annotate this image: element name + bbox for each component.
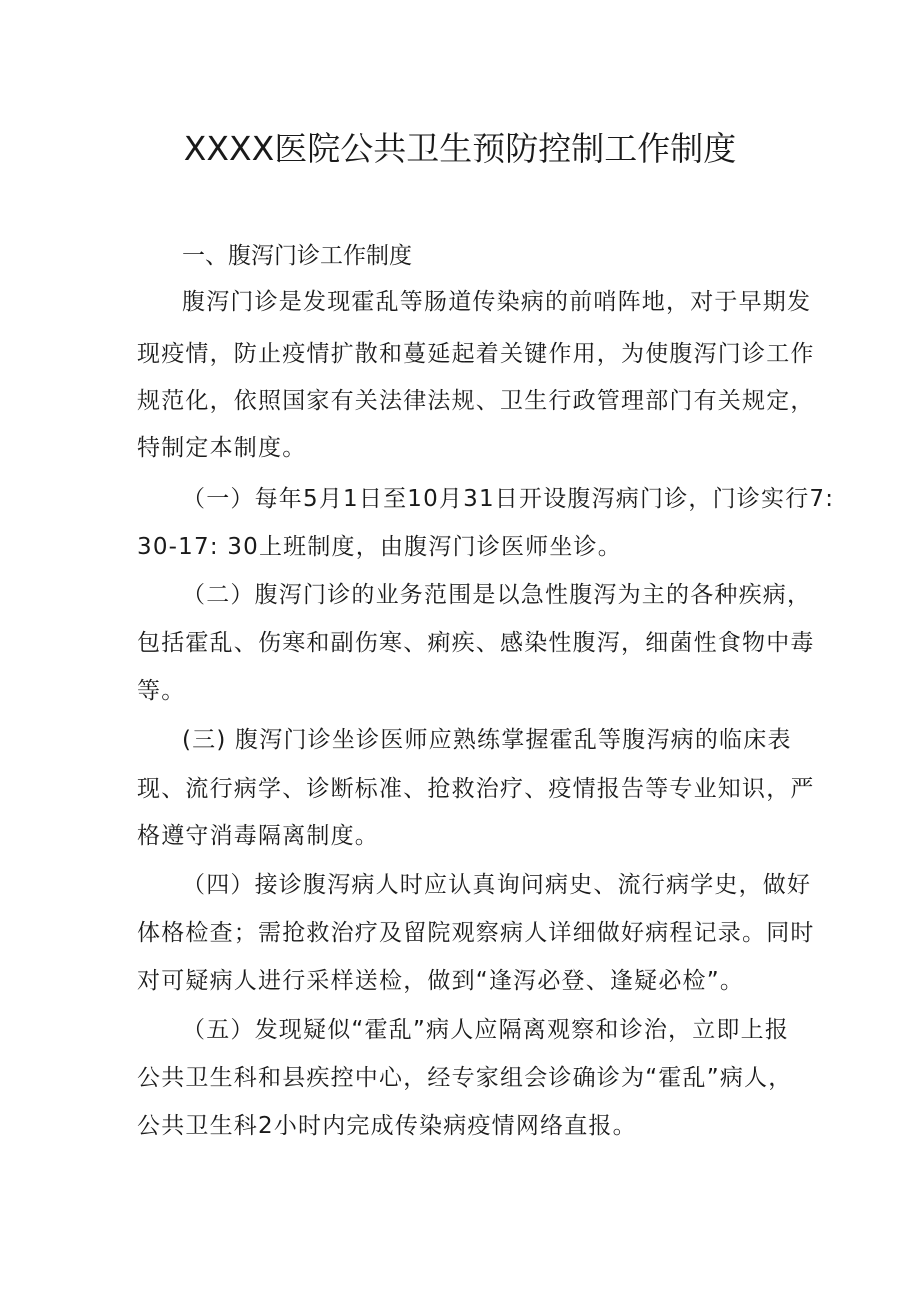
item3-line-1: (三) 腹泻门诊坐诊医师应熟练掌握霍乱等腹泻病的临床表: [182, 727, 792, 753]
item1-line-1: （一）每年5月1日至10月31日开设腹泻病门诊，门诊实行7:: [182, 486, 835, 512]
item5-line-2: 公共卫生科和县疾控中心，经专家组会诊确诊为“霍乱”病人，: [137, 1065, 793, 1091]
item5-line-1: （五）发现疑似“霍乱”病人应隔离观察和诊治，立即上报: [182, 1017, 790, 1043]
item2-line-1: （二）腹泻门诊的业务范围是以急性腹泻为主的各种疾病，: [182, 582, 812, 608]
document-title: XXXX医院公共卫生预防控制工作制度: [183, 129, 737, 168]
item5-line-3: 公共卫生科2小时内完成传染病疫情网络直报。: [137, 1113, 637, 1139]
item3-line-2: 现、流行病学、诊断标准、抢救治疗、疫情报告等专业知识，严: [137, 776, 815, 802]
item4-line-1: （四）接诊腹泻病人时应认真询问病史、流行病学史，做好: [182, 872, 812, 898]
item2-line-2: 包括霍乱、伤寒和副伤寒、痢疾、感染性腹泻，细菌性食物中毒: [137, 630, 815, 656]
item4-line-2: 体格检查；需抢救治疗及留院观察病人详细做好病程记录。同时: [137, 920, 815, 946]
item4-line-3: 对可疑病人进行采样送检，做到“逢泻必登、逢疑必检”。: [137, 968, 745, 994]
item2-line-3: 等。: [137, 678, 186, 704]
intro-line-2: 现疫情，防止疫情扩散和蔓延起着关键作用，为使腹泻门诊工作: [137, 341, 815, 367]
intro-line-1: 腹泻门诊是发现霍乱等肠道传染病的前哨阵地，对于早期发: [182, 289, 812, 315]
intro-line-3: 规范化，依照国家有关法律法规、卫生行政管理部门有关规定，: [137, 388, 815, 414]
intro-line-4: 特制定本制度。: [137, 435, 307, 461]
item1-line-2: 30-17: 30上班制度，由腹泻门诊医师坐诊。: [137, 534, 622, 560]
section-heading: 一、腹泻门诊工作制度: [182, 243, 412, 269]
item3-line-3: 格遵守消毒隔离制度。: [137, 823, 379, 849]
